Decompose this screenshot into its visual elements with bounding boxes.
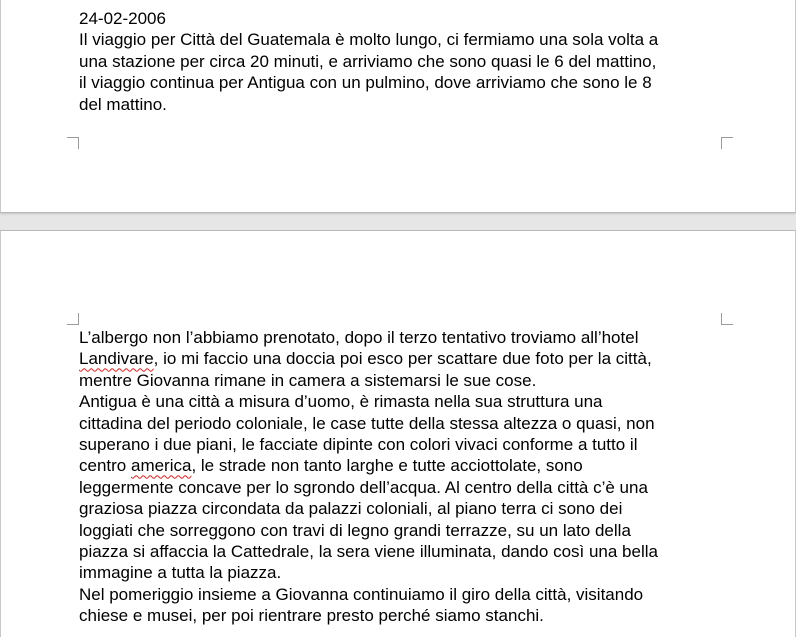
- paragraph-line[interactable]: piazza si affaccia la Cattedrale, la sera viene illuminata, dando così una bella: [79, 541, 658, 561]
- paragraph-line[interactable]: loggiati che sorreggono con travi di legno grandi terrazze, su un lato della: [79, 520, 631, 540]
- page-1-body-text[interactable]: [79, 8, 739, 115]
- margin-corner-mark-top-right: [721, 313, 733, 325]
- paragraph-line[interactable]: cittadina del periodo coloniale, le case tutte della stessa altezza o quasi, non: [79, 413, 655, 433]
- paragraph-line[interactable]: il viaggio continua per Antigua con un pulmino, dove arriviamo che sono le 8: [79, 73, 652, 93]
- paragraph-text[interactable]: centro: [79, 456, 131, 476]
- paragraph-line[interactable]: [79, 348, 739, 369]
- misspelled-word[interactable]: america: [130, 456, 192, 476]
- paragraph-text[interactable]: , le strade non tanto larghe e tutte acciottolate, sono: [191, 456, 583, 476]
- paragraph-line[interactable]: una stazione per circa 20 minuti, e arriviamo che sono quasi le 6 del mattino,: [79, 51, 657, 71]
- paragraph-line[interactable]: leggermente concave per lo sgrondo dell’acqua. Al centro della città c’è una: [79, 477, 648, 497]
- paragraph-line[interactable]: chiese e musei, per poi rientrare presto perché siamo stanchi.: [79, 606, 544, 626]
- paragraph-line[interactable]: mentre Giovanna rimane in camera a sistemarsi le sue cose.: [79, 370, 537, 390]
- document-page-2[interactable]: [0, 230, 796, 637]
- date-line[interactable]: 24-02-2006: [79, 9, 166, 28]
- paragraph-text[interactable]: , io mi faccio una doccia poi esco per scattare due foto per la città,: [153, 349, 652, 369]
- document-page-1[interactable]: [0, 0, 796, 213]
- paragraph-line[interactable]: superano i due piani, le facciate dipinte con colori vivaci conforme a tutto il: [79, 434, 638, 454]
- paragraph-line[interactable]: L’albergo non l’abbiamo prenotato, dopo il terzo tentativo troviamo all’hotel: [79, 328, 639, 347]
- margin-corner-mark-bottom-left: [67, 137, 79, 149]
- paragraph-line[interactable]: [79, 455, 739, 476]
- page-2-body-text[interactable]: [79, 327, 739, 626]
- paragraph-line[interactable]: Nel pomeriggio insieme a Giovanna continuiamo il giro della città, visitando: [79, 584, 644, 604]
- margin-corner-mark-bottom-right: [721, 137, 733, 149]
- margin-corner-mark-top-left: [67, 313, 79, 325]
- paragraph-line[interactable]: immagine a tutta la piazza.: [79, 563, 282, 583]
- paragraph-line[interactable]: Il viaggio per Città del Guatemala è molto lungo, ci fermiamo una sola volta a: [79, 30, 659, 50]
- misspelled-word[interactable]: Landivare: [79, 349, 154, 369]
- paragraph-line[interactable]: Antigua è una città a misura d’uomo, è rimasta nella sua struttura una: [79, 392, 603, 412]
- paragraph-line[interactable]: del mattino.: [79, 94, 167, 114]
- paragraph-line[interactable]: graziosa piazza circondata da palazzi coloniali, al piano terra ci sono dei: [79, 499, 623, 519]
